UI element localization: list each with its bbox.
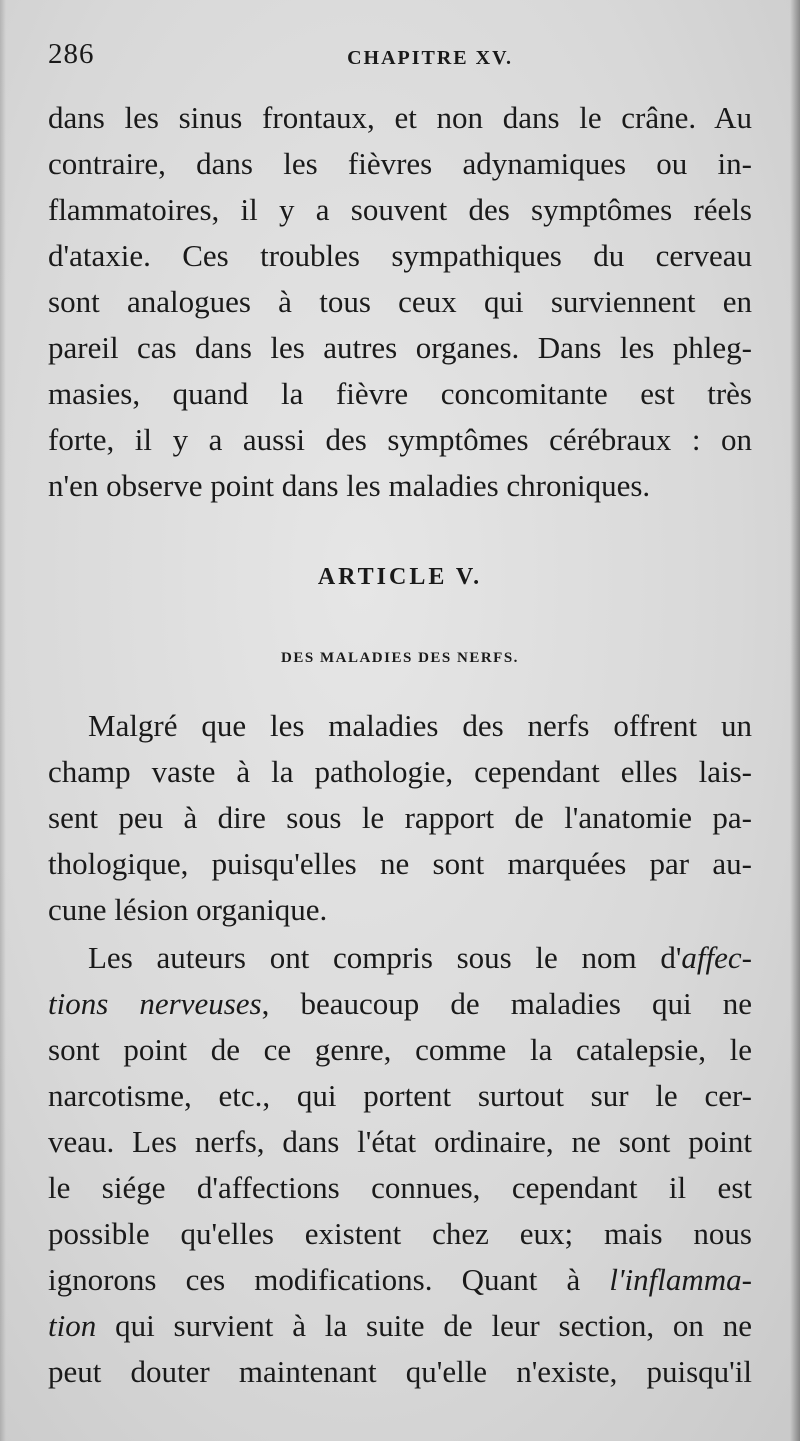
- text-span: ignorons ces modifications. Quant à: [48, 1262, 610, 1297]
- text-line: [48, 1257, 752, 1303]
- text-line: cune lésion organique.: [48, 892, 328, 927]
- text-line: [48, 981, 752, 1027]
- page-header: [48, 38, 752, 78]
- text-line: Malgré que les maladies des nerfs offrent un: [88, 708, 752, 743]
- text-line: masies, quand la fièvre concomitante est très: [48, 376, 752, 411]
- text-span: Les auteurs ont compris sous le nom d': [88, 940, 682, 975]
- text-line: sont analogues à tous ceux qui surviennent en: [48, 284, 752, 319]
- paragraph-continuation: [48, 95, 752, 509]
- text-line: n'en observe point dans les maladies chroniques.: [48, 468, 651, 503]
- text-span: qui survient à la suite de leur section, on ne: [96, 1308, 752, 1343]
- text-line: [48, 1303, 752, 1349]
- italic-term: affec-: [681, 940, 752, 975]
- text-line: sent peu à dire sous le rapport de l'anatomie pa-: [48, 800, 752, 835]
- text-line: champ vaste à la pathologie, cependant elles lais-: [48, 754, 752, 789]
- text-line: dans les sinus frontaux, et non dans le crâne. Au: [48, 100, 752, 135]
- running-head: CHAPITRE XV.: [347, 47, 513, 69]
- italic-term: tion: [48, 1308, 97, 1343]
- paragraph-auteurs: [48, 935, 752, 1395]
- text-span: , beaucoup de maladies qui ne: [261, 986, 752, 1021]
- text-line: d'ataxie. Ces troubles sympathiques du cerveau: [48, 238, 752, 273]
- text-line: flammatoires, il y a souvent des symptômes réels: [48, 192, 752, 227]
- text-line: forte, il y a aussi des symptômes cérébraux : on: [48, 422, 752, 457]
- italic-term: l'inflamma-: [609, 1262, 752, 1297]
- text-line: possible qu'elles existent chez eux; mais nous: [48, 1216, 752, 1251]
- page-left-shadow: [0, 0, 6, 1441]
- text-line: [48, 935, 752, 981]
- italic-term: tions nerveuses: [48, 986, 262, 1021]
- article-title: ARTICLE V.: [317, 564, 483, 590]
- text-line: le siége d'affections connues, cependant il est: [48, 1170, 752, 1205]
- text-line: peut douter maintenant qu'elle n'existe, puisqu'il: [48, 1354, 752, 1389]
- page-right-shadow: [790, 0, 800, 1441]
- text-line: sont point de ce genre, comme la catalepsie, le: [48, 1032, 752, 1067]
- text-line: narcotisme, etc., qui portent surtout sur le cer-: [48, 1078, 752, 1113]
- text-line: thologique, puisqu'elles ne sont marquées par au-: [48, 846, 752, 881]
- page-number: 286: [48, 38, 95, 70]
- paragraph-malgre: [48, 703, 752, 933]
- text-line: veau. Les nerfs, dans l'état ordinaire, ne sont point: [48, 1124, 752, 1159]
- text-line: contraire, dans les fièvres adynamiques ou in-: [48, 146, 752, 181]
- text-line: pareil cas dans les autres organes. Dans les phleg-: [48, 330, 752, 365]
- article-subtitle: DES MALADIES DES NERFS.: [281, 650, 519, 666]
